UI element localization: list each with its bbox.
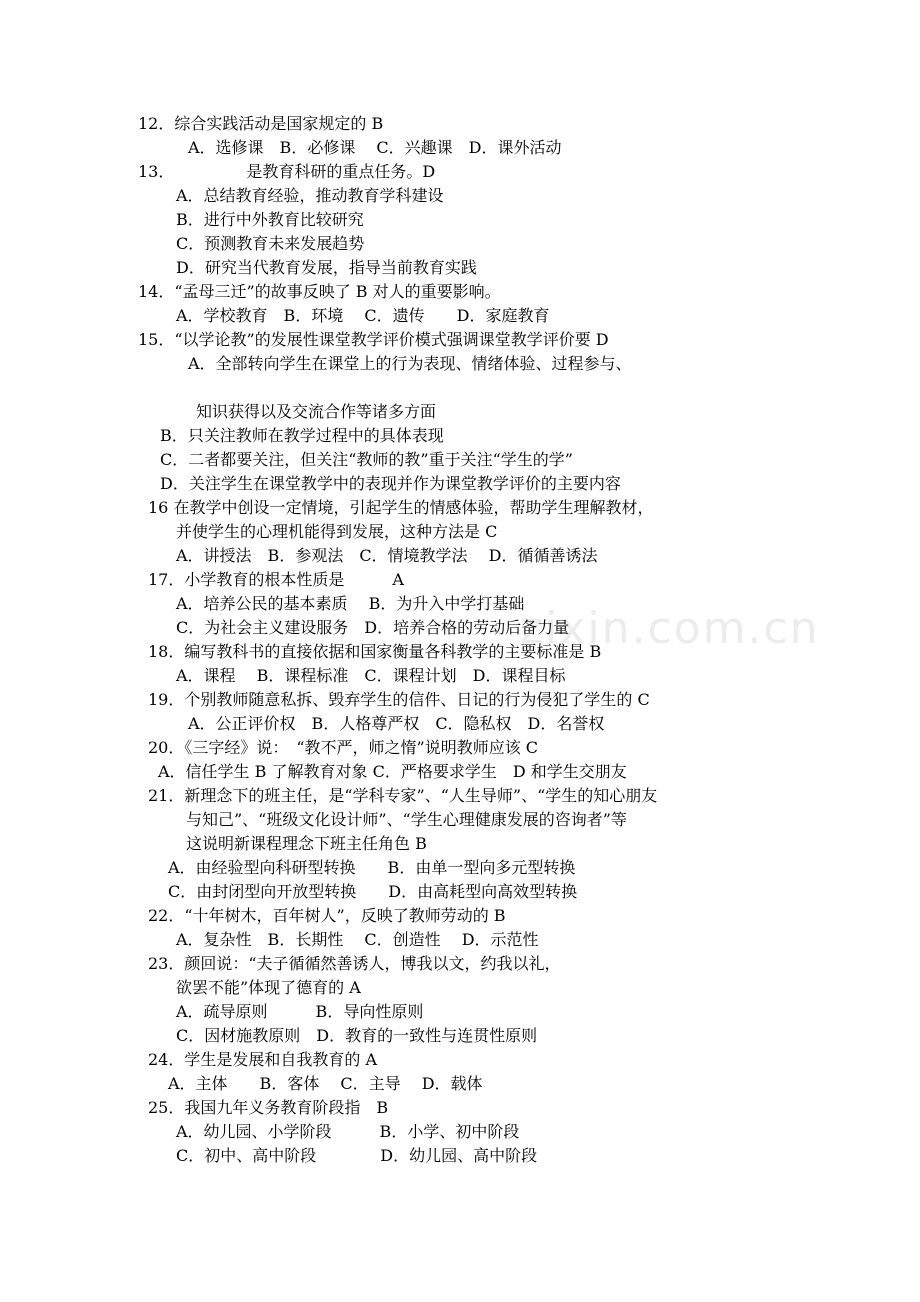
question-13-option-b: B．进行中外教育比较研究 — [176, 210, 364, 229]
question-14: 14．“孟母三迁”的故事反映了 B 对人的重要影响。 — [138, 282, 501, 301]
question-25: 25．我国九年义务教育阶段指 B — [148, 1098, 389, 1117]
question-20: 20．《三字经》说： “教不严，师之惰”说明教师应该 C — [148, 738, 539, 757]
question-23-options-cd: C．因材施教原则 D．教育的一致性与连贯性原则 — [176, 1026, 538, 1045]
question-22: 22．“十年树木，百年树人”，反映了教师劳动的 B — [148, 906, 506, 925]
question-19: 19．个别教师随意私拆、毁弃学生的信件、日记的行为侵犯了学生的 C — [148, 690, 650, 709]
question-16-cont: 并使学生的心理机能得到发展，这种方法是 C — [176, 522, 498, 541]
question-25-options-ab: A．幼儿园、小学阶段 B．小学、初中阶段 — [176, 1122, 520, 1141]
question-23-options-ab: A．疏导原则 B．导向性原则 — [176, 1002, 424, 1021]
question-19-options: A．公正评价权 B．人格尊严权 C．隐私权 D．名誉权 — [188, 714, 605, 733]
question-18-options: A．课程 B．课程标准 C．课程计划 D．课程目标 — [176, 666, 566, 685]
question-20-options: A．信任学生 B 了解教育对象 C．严格要求学生 D 和学生交朋友 — [158, 762, 627, 781]
question-15: 15．“以学论教”的发展性课堂教学评价模式强调课堂教学评价要 D — [138, 330, 609, 349]
question-18: 18．编写教科书的直接依据和国家衡量各科教学的主要标准是 B — [148, 642, 602, 661]
watermark: zixin.com.cn — [520, 603, 820, 654]
question-13: 13． 是教育科研的重点任务。D — [138, 162, 436, 181]
question-17: 17．小学教育的根本性质是 A — [148, 570, 404, 589]
question-22-options: A．复杂性 B．长期性 C．创造性 D．示范性 — [176, 930, 539, 949]
question-12-options: A．选修课 B．必修课 C．兴趣课 D．课外活动 — [188, 138, 562, 157]
question-15-option-b: B．只关注教师在教学过程中的具体表现 — [160, 426, 444, 445]
question-13-option-a: A．总结教育经验，推动教育学科建设 — [176, 186, 444, 205]
question-12: 12．综合实践活动是国家规定的 B — [138, 114, 384, 133]
question-21-cont-2: 这说明新课程理念下班主任角色 B — [186, 834, 427, 853]
question-25-options-cd: C．初中、高中阶段 D．幼儿园、高中阶段 — [176, 1146, 538, 1165]
question-15-option-a: A．全部转向学生在课堂上的行为表现、情绪体验、过程参与、 — [188, 354, 632, 373]
question-13-option-c: C．预测教育未来发展趋势 — [176, 234, 365, 253]
question-16-options: A．讲授法 B．参观法 C．情境教学法 D．循循善诱法 — [176, 546, 598, 565]
question-21-options-ab: A．由经验型向科研型转换 B．由单一型向多元型转换 — [168, 858, 576, 877]
question-16: 16 在教学中创设一定情境，引起学生的情感体验，帮助学生理解教材， — [148, 498, 654, 517]
question-15-option-a-cont: 知识获得以及交流合作等诸多方面 — [196, 402, 437, 421]
question-13-option-d: D．研究当代教育发展，指导当前教育实践 — [176, 258, 477, 277]
question-23-cont: 欲罢不能”体现了德育的 A — [176, 978, 361, 997]
question-24-options: A．主体 B．客体 C．主导 D．载体 — [168, 1074, 483, 1093]
question-15-option-d: D．关注学生在课堂教学中的表现并作为课堂教学评价的主要内容 — [160, 474, 621, 493]
question-17-options-ab: A．培养公民的基本素质 B．为升入中学打基础 — [176, 594, 525, 613]
question-21: 21．新理念下的班主任，是“学科专家”、“人生导师”、“学生的知心朋友 — [148, 786, 658, 805]
question-17-options-cd: C．为社会主义建设服务 D．培养合格的劳动后备力量 — [176, 618, 570, 637]
question-14-options: A．学校教育 B．环境 C．遗传 D．家庭教育 — [176, 306, 550, 325]
question-21-cont: 与知己”、“班级文化设计师”、“学生心理健康发展的咨询者”等 — [186, 810, 627, 829]
question-24: 24．学生是发展和自我教育的 A — [148, 1050, 378, 1069]
question-21-options-cd: C．由封闭型向开放型转换 D．由高耗型向高效型转换 — [168, 882, 578, 901]
question-23: 23．颜回说：“夫子循循然善诱人，博我以文，约我以礼， — [148, 954, 561, 973]
question-15-option-c: C．二者都要关注，但关注“教师的教”重于关注“学生的学” — [160, 450, 573, 469]
